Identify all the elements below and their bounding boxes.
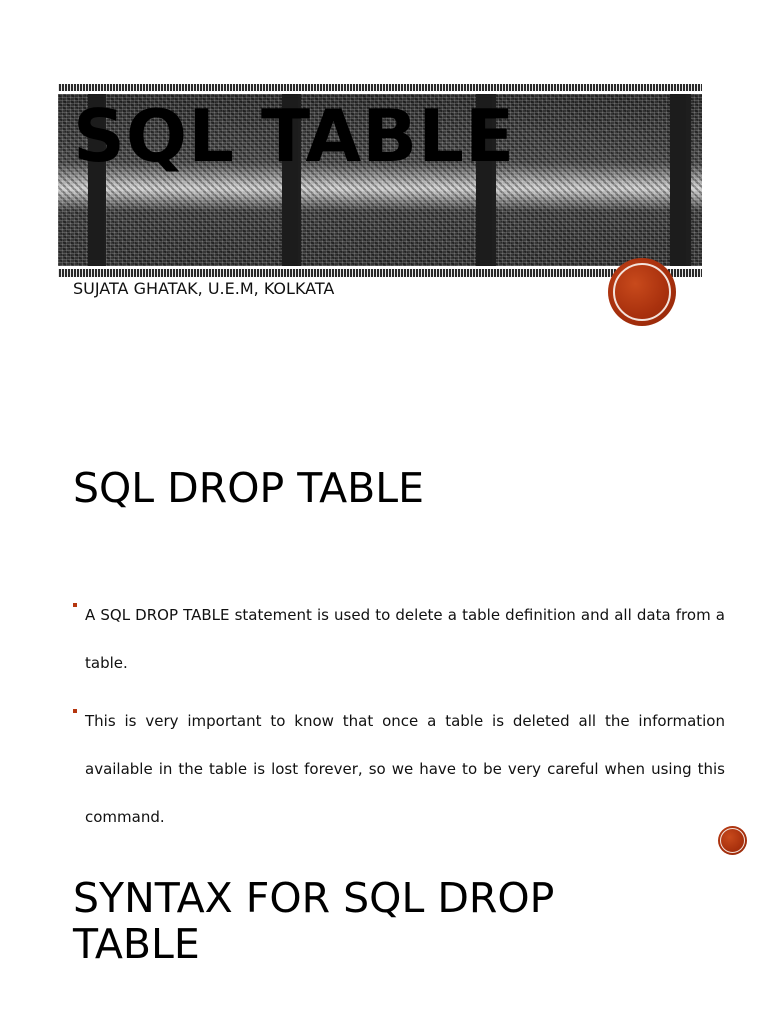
bullet-text: This is very important to know that once a table is deleted all the information available in the table is lost forever, so we have to be very careful when using this command.: [85, 712, 725, 826]
banner-bottom-rule: [58, 269, 702, 277]
slide-title: SQL TABLE: [73, 94, 516, 178]
bullet-marker-icon: [73, 603, 77, 607]
slide-subtitle: SUJATA GHATAK, U.E.M, KOLKATA: [73, 279, 335, 298]
list-item: [73, 591, 725, 687]
decorative-circle-icon: [718, 826, 747, 855]
bullet-marker-icon: [73, 709, 77, 713]
list-item: [73, 697, 725, 841]
banner-top-rule: [58, 84, 702, 91]
drop-table-heading: SQL DROP TABLE: [73, 464, 425, 512]
banner-post: [670, 94, 686, 266]
bullet-text: A SQL DROP TABLE statement is used to delete a table definition and all data from a table.: [85, 606, 725, 672]
syntax-heading: SYNTAX FOR SQL DROP TABLE: [73, 874, 555, 968]
decorative-circle-icon: [608, 258, 676, 326]
bullet-list: [73, 591, 725, 851]
